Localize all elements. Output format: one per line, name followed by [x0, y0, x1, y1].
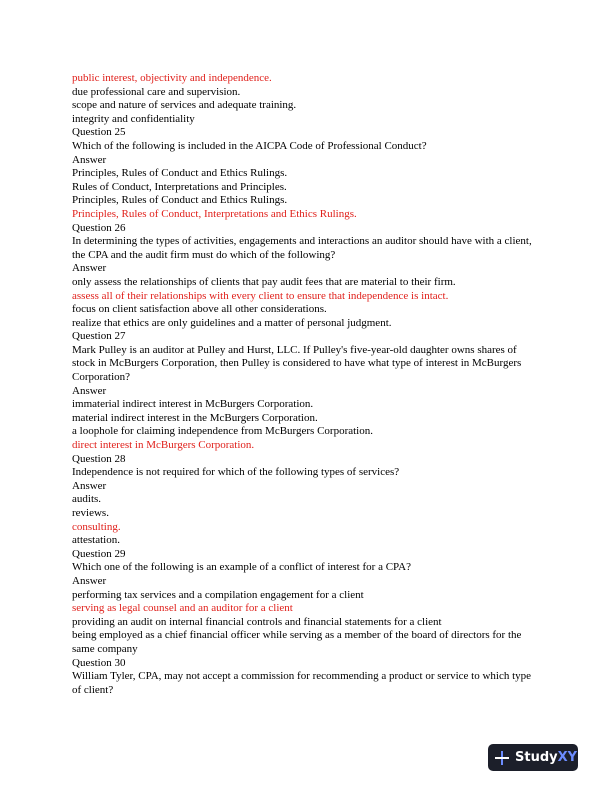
text-line: William Tyler, CPA, may not accept a commission for recommending a product or service to which type of client? — [72, 670, 532, 696]
text-line: Mark Pulley is an auditor at Pulley and Hurst, LLC. If Pulley's five-year-old daughter owns shares of stock in McBurgers Corporation, then Pulley is considered to have what type of interest in McBurgers Corporation? — [72, 343, 522, 384]
text-line: integrity and confidentiality — [72, 112, 195, 125]
text-line: Principles, Rules of Conduct and Ethics Rulings. — [72, 167, 288, 180]
text-line: providing an audit on internal financial controls and financial statements for a client — [72, 615, 442, 628]
correct-answer-option: assess all of their relationships with every client to ensure that independence is intact. — [72, 289, 449, 302]
text-line: Which of the following is included in the AICPA Code of Professional Conduct? — [72, 139, 427, 152]
brand-name-xy: XY — [557, 750, 578, 765]
answer-label: Answer — [72, 574, 107, 587]
text-line: In determining the types of activities, engagements and interactions an auditor should have with a client, the CPA and the audit firm must do which of the following? — [72, 235, 532, 261]
answer-label: Answer — [72, 153, 107, 166]
text-line: realize that ethics are only guidelines and a matter of personal judgment. — [72, 316, 392, 329]
text-line: material indirect interest in the McBurgers Corporation. — [72, 411, 318, 424]
text-line: Which one of the following is an example of a conflict of interest for a CPA? — [72, 561, 411, 574]
answer-label: Answer — [72, 262, 107, 275]
text-line: performing tax services and a compilation engagement for a client — [72, 588, 364, 601]
question-number: Question 30 — [72, 656, 126, 669]
text-line: only assess the relationships of clients that pay audit fees that are material to their firm. — [72, 275, 456, 288]
text-line: due professional care and supervision. — [72, 85, 241, 98]
correct-answer-option: direct interest in McBurgers Corporation. — [72, 439, 255, 452]
question-number: Question 25 — [72, 126, 126, 139]
answer-label: Answer — [72, 384, 107, 397]
question-number: Question 27 — [72, 330, 126, 343]
correct-answer-option: public interest, objectivity and independence. — [72, 72, 272, 84]
text-line: Principles, Rules of Conduct and Ethics Rulings. — [72, 194, 288, 207]
text-line: Independence is not required for which of the following types of services? — [72, 466, 400, 479]
text-line: being employed as a chief financial officer while serving as a member of the board of directors for the same company — [72, 629, 522, 655]
plus-logo-icon — [495, 751, 509, 765]
text-line: focus on client satisfaction above all other considerations. — [72, 303, 327, 316]
question-number: Question 28 — [72, 452, 126, 465]
correct-answer-option: consulting. — [72, 520, 121, 533]
question-number: Question 26 — [72, 221, 126, 234]
answer-label: Answer — [72, 479, 107, 492]
text-line: reviews. — [72, 507, 109, 519]
correct-answer-option: Principles, Rules of Conduct, Interpretations and Ethics Rulings. — [72, 207, 357, 220]
question-number: Question 29 — [72, 547, 126, 560]
text-line: audits. — [72, 493, 102, 506]
correct-answer-option: serving as legal counsel and an auditor for a client — [72, 602, 293, 615]
text-line: a loophole for claiming independence from McBurgers Corporation. — [72, 425, 373, 438]
text-line: Rules of Conduct, Interpretations and Principles. — [72, 180, 287, 193]
document-body — [72, 72, 542, 697]
text-line: attestation. — [72, 534, 120, 547]
brand-name-study: Study — [515, 750, 558, 765]
studyxy-badge[interactable] — [488, 744, 578, 771]
text-line: immaterial indirect interest in McBurgers Corporation. — [72, 398, 314, 411]
text-line: scope and nature of services and adequate training. — [72, 99, 297, 112]
